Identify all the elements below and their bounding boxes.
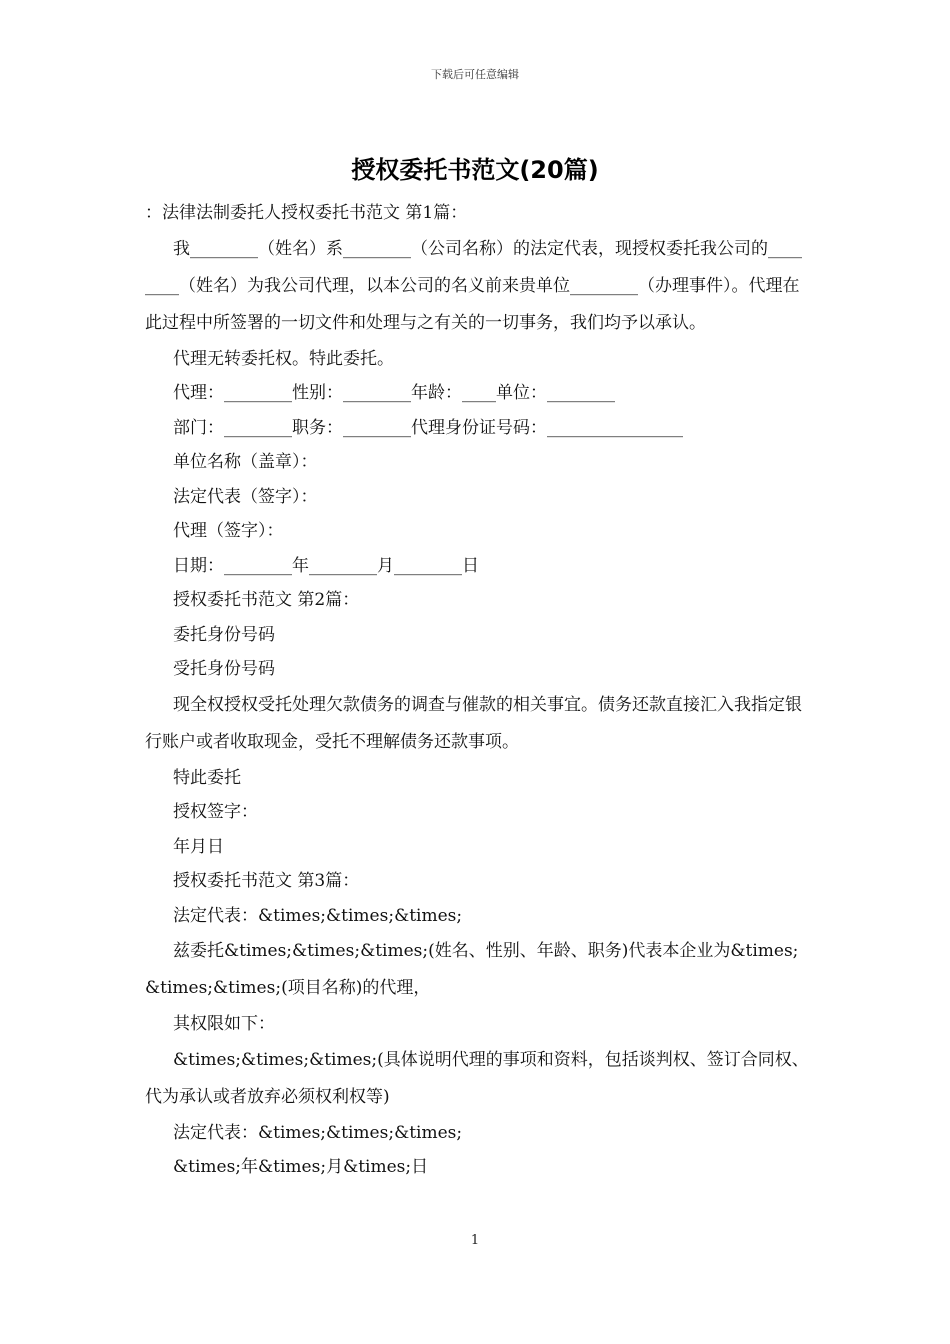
form-line-legal-rep-sign: 法定代表（签字）： (173, 486, 318, 507)
page-header-note: 下载后可任意编辑 (431, 68, 519, 81)
page-number: 1 (470, 1233, 480, 1248)
form-line-company-seal: 单位名称（盖章）： (173, 452, 318, 472)
paragraph-authority-details: &times;&times;&times;(具体说明代理的事项和资料，包括谈判权、签订合同权、代为承认或者放弃必须权利权等) (145, 1049, 809, 1107)
line-legal-representative: 法定代表：&times;&times;&times; (173, 905, 463, 926)
form-line-agent-info: 代理：________性别：________年龄：____单位：________ (173, 383, 615, 403)
paragraph-entrust-project: 兹委托&times;&times;&times;(姓名、性别、年龄、职务)代表本企业为&times;&times;&times;(项目名称)的代理， (145, 941, 799, 998)
section-heading-3: 授权委托书范文 第3篇： (173, 871, 360, 891)
form-line-date: 日期：________年________月________日 (173, 555, 479, 576)
section-heading-1: ：法律法制委托人授权委托书范文 第1篇： (145, 203, 468, 223)
line-hereby-entrust: 特此委托 (173, 767, 241, 788)
section-heading-2: 授权委托书范文 第2篇： (173, 590, 360, 610)
paragraph-authorization: 我________（姓名）系________（公司名称）的法定代表，现授权委托我公司的________（姓名）为我公司代理，以本公司的名义前来贵单位________（办理事件）。代理在此过程中所签署的一切文件和处理与之有关的一切事务，我们均予以承认。 (145, 238, 802, 333)
line-principal-id: 委托身份号码 (173, 624, 275, 645)
paragraph-no-subdelegation: 代理无转委托权。特此委托。 (173, 348, 394, 369)
line-legal-representative-2: 法定代表：&times;&times;&times; (173, 1122, 463, 1143)
line-authority-scope: 其权限如下： (173, 1014, 275, 1034)
paragraph-debt-collection: 现全权授权受托处理欠款债务的调查与催款的相关事宜。债务还款直接汇入我指定银行账户或者收取现金，受托不理解债务还款事项。 (145, 694, 802, 752)
line-authorized-signature: 授权签字： (173, 802, 258, 822)
document-body (145, 196, 810, 1185)
line-date-times: &times;年&times;月&times;日 (173, 1157, 429, 1177)
document-title: 授权委托书范文(20篇) (351, 156, 599, 184)
form-line-agent-sign: 代理（签字）： (173, 521, 284, 541)
line-date-ymd: 年月日 (173, 836, 224, 857)
line-agent-id: 受托身份号码 (173, 659, 275, 679)
form-line-department: 部门：________职务：________代理身份证号码：________________ (173, 417, 683, 438)
